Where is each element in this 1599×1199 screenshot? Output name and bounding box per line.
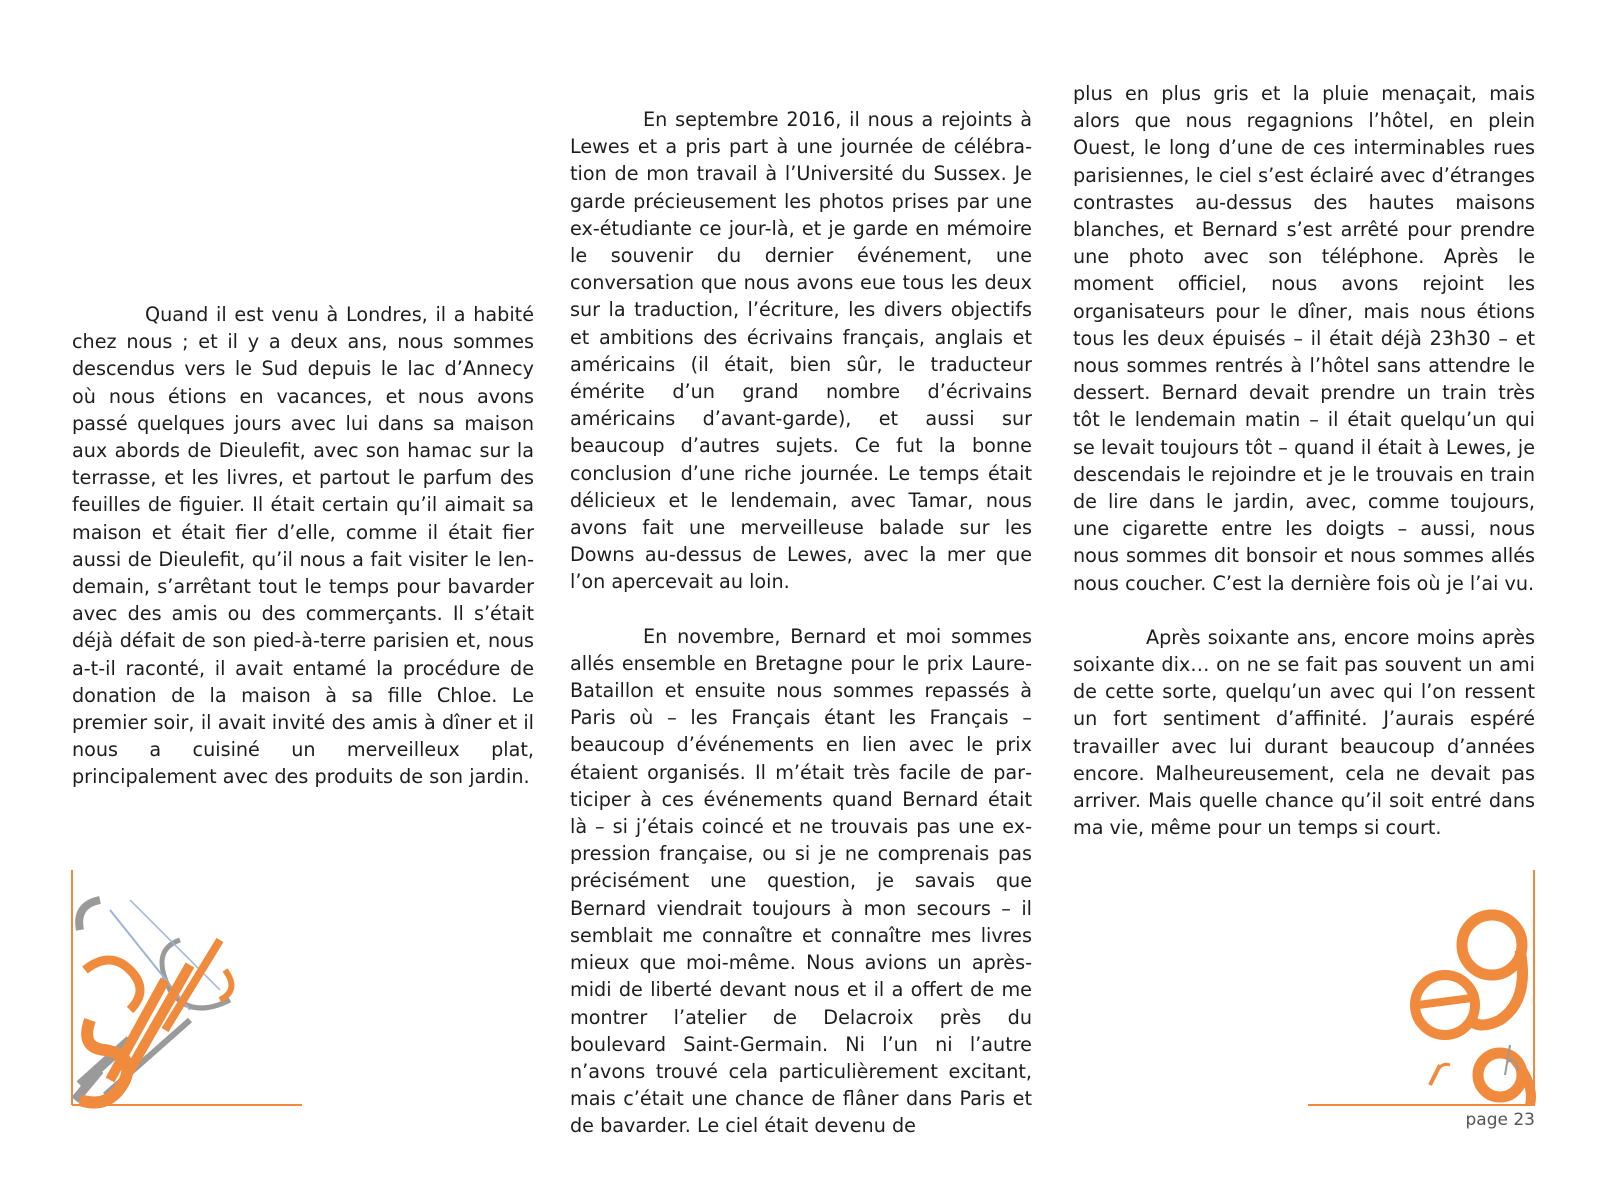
column-left — [72, 301, 534, 791]
paragraph: En novembre, Bernard et moi sommes allés ensemble en Bretagne pour le prix Laure-Bataillon et ensuite nous sommes repassés à Paris où – les Français étant les Français – beaucoup d’événements en lien avec le prix étaient organisés. Il m’était très facile de participer à ces événements quand Bernard était là – si j’étais coincé et ne trouvais pas une expression française, ou si je ne comprenais pas précisément une question, je savais que Bernard viendrait toujours à mon secours – il semblait me connaître et connaître mes livres mieux que moi-même. Nous avions un après-midi de liberté devant nous et il a offert de me montrer l’atelier de Delacroix près du boulevard Saint-Germain. Ni l’un ni l’autre n’avons trouvé cela particulièrement excitant, mais c’était une chance de flâner dans Paris et de bavarder. Le ciel était devenu de — [570, 624, 1032, 1138]
column-middle — [570, 106, 1032, 1140]
paragraph: Quand il est venu à Londres, il a habité chez nous ; et il y a deux ans, nous sommes descendus vers le Sud depuis le lac d’Annecy où nous étions en vacances, et nous avons passé quelques jours avec lui dans sa maison aux abords de Dieulefit, avec son hamac sur la terrasse, et les livres, et partout le parfum des feuilles de figuier. Il était certain qu’il aimait sa maison et était fier d’elle, comme il était fier aussi de Dieulefit, qu’il nous a fait visiter le lendemain, s’arrêtant tout le temps pour bavarder avec des amis ou des commerçants. Il s’était déjà défait de son pied-à-terre parisien et, nous a-t-il raconté, il avait entamé la procédure de donation de la maison à sa fille Chloe. Le premier soir, il avait invité des amis à dîner et il nous a cuisiné un merveilleux plat, principalement avec des produits de son jardin. — [72, 303, 534, 789]
page-number: page 23 — [1465, 1110, 1535, 1130]
letter-ornament-right — [1300, 870, 1540, 1110]
letter-ornament-left — [70, 870, 310, 1110]
paragraph: plus en plus gris et la pluie menaçait, mais alors que nous regagnions l’hôtel, en plein Ouest, le long d’une de ces interminables rues parisiennes, le ciel s’est éclairé avec d’étranges contrastes au-dessus des hautes maisons blanches, et Bernard s’est arrêté pour prendre une photo avec son téléphone. Après le moment officiel, nous avons rejoint les organisateurs pour le dîner, mais nous étions tous les deux épuisés – il était déjà 23h30 – et nous sommes rentrés à l’hôtel sans attendre le dessert. Bernard devait prendre un train très tôt le lendemain matin – il était quelqu’un qui se levait toujours tôt – quand il était à Lewes, je descendais le rejoindre et je le trouvais en train de lire dans le jardin, avec, comme toujours, une cigarette entre les doigts – aussi, nous nous sommes dit bonsoir et nous sommes allés nous coucher. C’est la dernière fois où je l’ai vu. — [1073, 82, 1535, 595]
paragraph: En septembre 2016, il nous a rejoints à Lewes et a pris part à une journée de célébration de mon travail à l’Université du Sussex. Je garde précieusement les photos prises par une ex-étudiante ce jour-là, et je garde en mémoire le souvenir du dernier événement, une conversation que nous avons eue tous les deux sur la traduction, l’écriture, les divers objectifs et ambitions des écrivains français, anglais et américains (il était, bien sûr, le traducteur émérite d’un grand nombre d’écrivains américains d’avant-garde), et aussi sur beaucoup d’autres sujets. Ce fut la bonne conclusion d’une riche journée. Le temps était délicieux et le lendemain, avec Tamar, nous avons fait une merveilleuse balade sur les Downs au-dessus de Lewes, avec la mer que l’on apercevait au loin. — [570, 108, 1032, 594]
paragraph: Après soixante ans, encore moins après soixante dix… on ne se fait pas souvent un ami de cette sorte, quelqu’un avec qui l’on ressent un fort sentiment d’affinité. J’aurais espéré travailler avec lui durant beaucoup d’années encore. Malheureusement, cela ne devait pas arriver. Mais quelle chance qu’il soit entré dans ma vie, même pour un temps si court. — [1073, 625, 1535, 840]
column-right — [1073, 80, 1535, 841]
